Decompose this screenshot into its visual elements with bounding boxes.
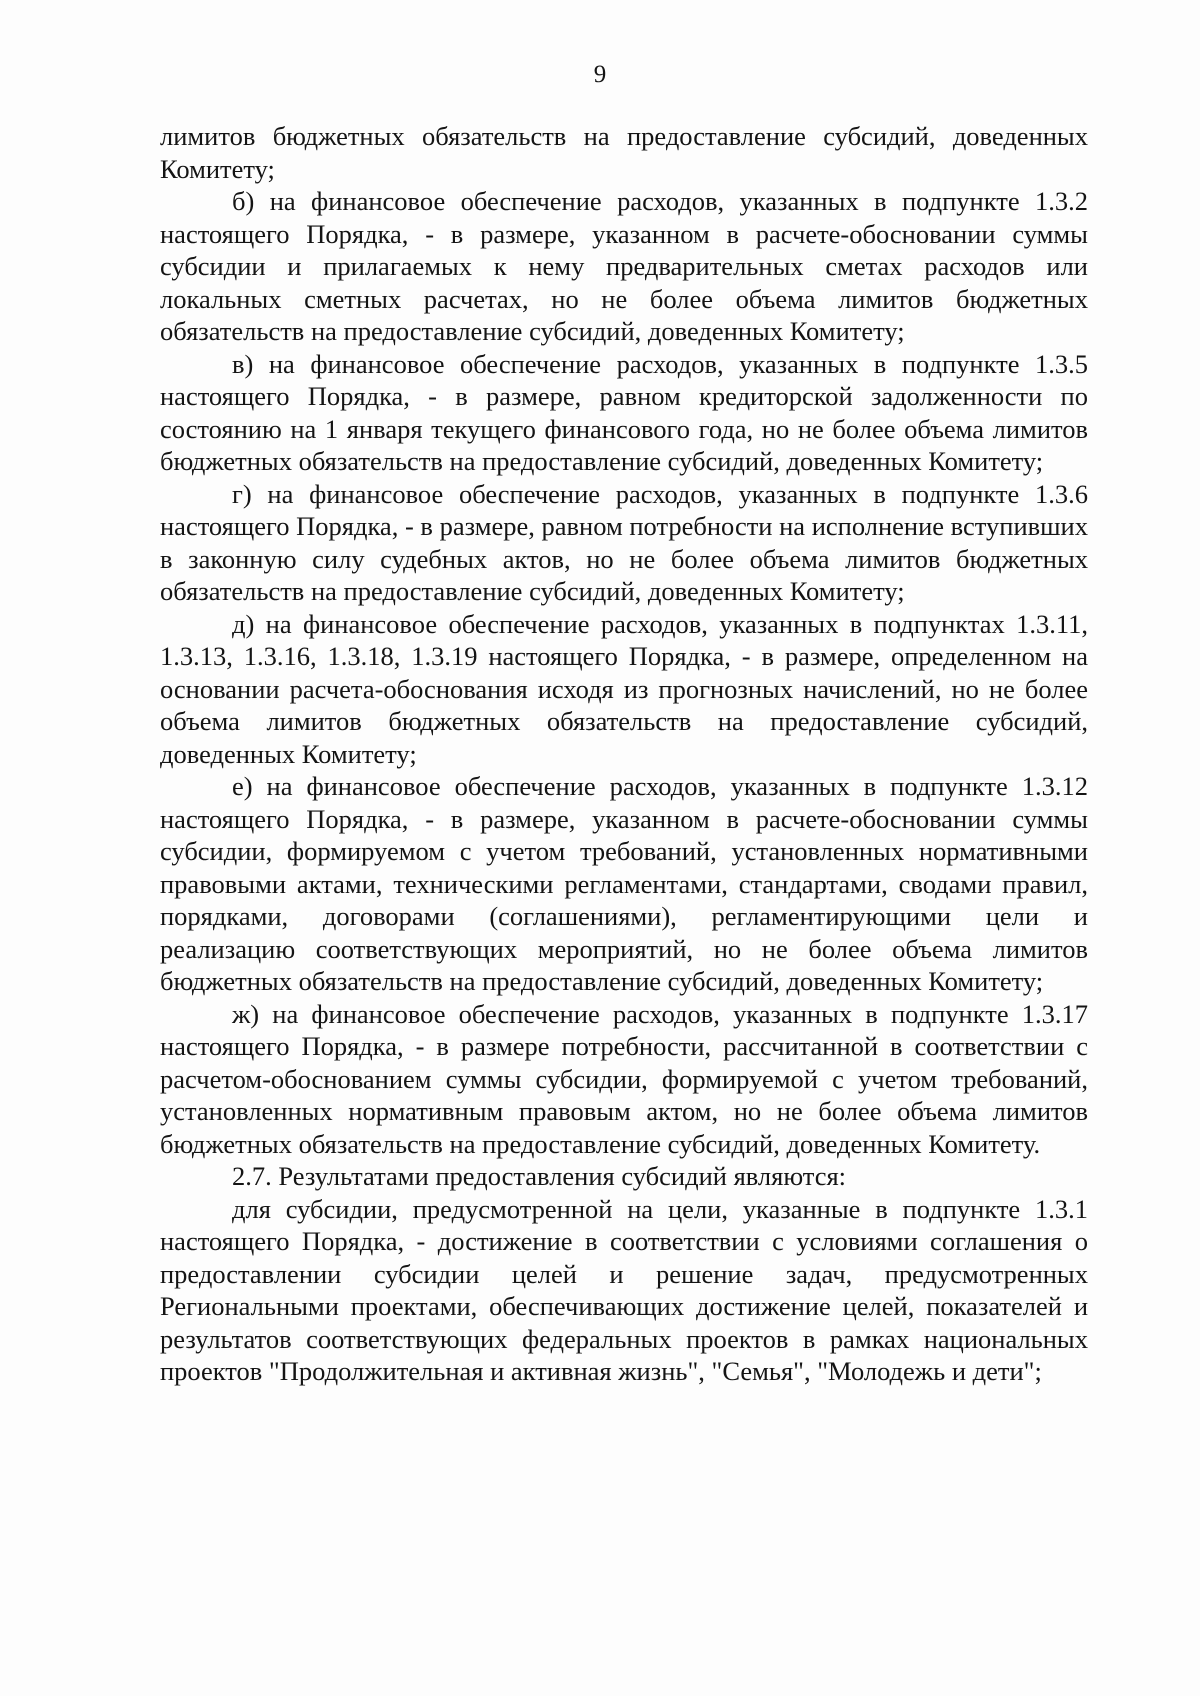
- page-number: 9: [593, 61, 607, 88]
- section-2-7-heading: 2.7. Результатами предоставления субсидий являются:: [232, 1161, 847, 1191]
- paragraph-v: в) на финансовое обеспечение расходов, указанных в подпункте 1.3.5 настоящего Порядка, - в размере, равном кредиторской задолженности по состоянию на 1 января текущего финансового года, но не более объема лимитов бюджетных обязательств на предоставление субсидий, доведенных Комитету;: [160, 348, 1088, 476]
- paragraph-g: г) на финансовое обеспечение расходов, указанных в подпункте 1.3.6 настоящего Порядка, - в размере, равном потребности на исполнение вступивших в законную силу судебных актов, но не более объема лимитов бюджетных обязательств на предоставление субсидий, доведенных Комитету;: [160, 478, 1088, 606]
- paragraph-subsidy-1-3-1: для субсидии, предусмотренной на цели, указанные в подпункте 1.3.1 настоящего Порядка, - достижение в соответствии с условиями соглашения о предоставлении субсидии целей и решение задач, предусмотренных Региональными проектами, обеспечивающих достижение целей, показателей и результатов соответствующих федеральных проектов в рамках национальных проектов "Продолжительная и активная жизнь", "Семья", "Молодежь и дети";: [160, 1193, 1088, 1386]
- paragraph-b: б) на финансовое обеспечение расходов, указанных в подпункте 1.3.2 настоящего Порядка, - в размере, указанном в расчете-обосновании суммы субсидии и прилагаемых к нему предварительных сметах расходов или локальных сметных расчетах, но не более объема лимитов бюджетных обязательств на предоставление субсидий, доведенных Комитету;: [160, 186, 1088, 346]
- paragraph-d: д) на финансовое обеспечение расходов, указанных в подпунктах 1.3.11, 1.3.13, 1.3.16, 1.3.18, 1.3.19 настоящего Порядка, - в размере, определенном на основании расчета-обоснования исходя из прогнозных начислений, но не более объема лимитов бюджетных обязательств на предоставление субсидий, доведенных Комитету;: [160, 608, 1088, 769]
- document-body: [160, 120, 1088, 1388]
- paragraph-e: е) на финансовое обеспечение расходов, указанных в подпункте 1.3.12 настоящего Порядка, - в размере, указанном в расчете-обосновании суммы субсидии, формируемом с учетом требований, установленных нормативными правовыми актами, техническими регламентами, стандартами, сводами правил, порядками, договорами (соглашениями), регламентирующими цели и реализацию соответствующих мероприятий, но не более объема лимитов бюджетных обязательств на предоставление субсидий, доведенных Комитету;: [160, 771, 1088, 996]
- paragraph-zh: ж) на финансовое обеспечение расходов, указанных в подпункте 1.3.17 настоящего Порядка, - в размере потребности, рассчитанной в соответствии с расчетом-обоснованием суммы субсидии, формируемой с учетом требований, установленных нормативным правовым актом, но не более объема лимитов бюджетных обязательств на предоставление субсидий, доведенных Комитету.: [160, 998, 1088, 1159]
- paragraph-continuation: лимитов бюджетных обязательств на предоставление субсидий, доведенных Комитету;: [160, 121, 1088, 184]
